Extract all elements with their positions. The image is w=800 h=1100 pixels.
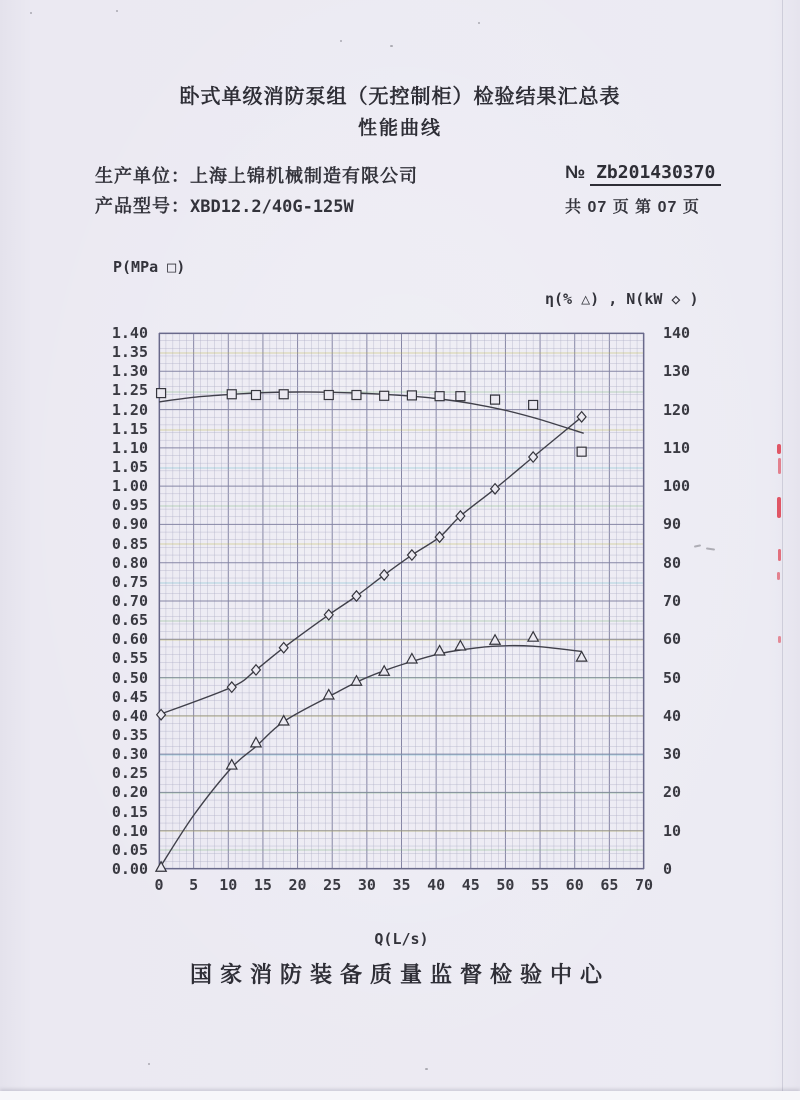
model-value: XBD12.2/40G-125W [190, 197, 354, 217]
red-ink-mark [777, 572, 780, 580]
right-axis-ticks [663, 324, 703, 878]
marker-diamond [380, 570, 389, 580]
left-axis-tick-label: 1.25 [111, 381, 148, 400]
manufacturer-label: 生产单位： [95, 166, 190, 186]
x-tick-label: 50 [496, 876, 515, 894]
curve-square [159, 392, 584, 433]
x-tick-label: 45 [461, 876, 480, 894]
page-title: 卧式单级消防泵组（无控制柜）检验结果汇总表 [179, 86, 621, 108]
x-tick-label: 30 [357, 876, 376, 894]
marker-square [456, 392, 465, 401]
left-axis-tick-label: 0.35 [111, 726, 148, 744]
left-axis-tick-label: 0.65 [111, 611, 148, 630]
left-axis-tick-label: 0.45 [111, 687, 148, 706]
x-axis-ticks [154, 876, 654, 896]
right-axis-tick-label: 0 [663, 860, 673, 878]
scan-speck [478, 22, 480, 24]
marker-square [352, 391, 361, 400]
right-axis-tick-label: 10 [663, 821, 682, 840]
left-axis-tick-label: 0.50 [111, 668, 148, 687]
serial-prefix: № [565, 162, 586, 182]
left-axis-tick-label: 0.55 [111, 649, 148, 668]
scan-speck [148, 1063, 150, 1065]
x-tick-label: 65 [600, 876, 619, 894]
scan-speck [340, 40, 342, 42]
left-axis-tick-label: 0.90 [111, 515, 148, 534]
x-tick-label: 55 [531, 876, 550, 894]
serial-number: Zb201430370 [590, 162, 721, 186]
left-axis-tick-label: 0.20 [111, 783, 148, 802]
scan-speck [425, 1068, 428, 1070]
right-axis-tick-label: 30 [663, 745, 682, 764]
marker-triangle [156, 862, 166, 872]
right-axis-tick-label: 20 [663, 783, 682, 802]
right-axis-tick-label: 100 [663, 477, 691, 496]
x-tick-label: 20 [288, 876, 307, 894]
marker-square [577, 447, 586, 456]
scan-speck [30, 12, 32, 14]
marker-square [407, 391, 416, 400]
pencil-mark [706, 547, 715, 550]
performance-chart [159, 333, 644, 869]
left-axis-ticks [98, 324, 148, 878]
marker-diamond [491, 484, 500, 494]
marker-square [227, 390, 236, 399]
marker-square [279, 390, 288, 399]
x-tick-label: 40 [427, 876, 446, 894]
red-ink-mark [777, 497, 781, 518]
left-axis-tick-label: 0.60 [111, 630, 148, 649]
left-axis-tick-label: 0.30 [111, 745, 148, 764]
x-tick-label: 10 [219, 876, 238, 894]
left-axis-tick-label: 0.40 [111, 706, 148, 725]
scan-speck [390, 45, 393, 47]
marker-square [491, 395, 500, 404]
right-axis-tick-label: 60 [663, 630, 682, 649]
red-ink-mark [777, 444, 781, 454]
marker-diamond [529, 452, 538, 462]
left-axis-tick-label: 1.40 [111, 324, 148, 342]
left-axis-tick-label: 0.10 [111, 821, 148, 840]
red-ink-mark [778, 549, 781, 561]
x-tick-label: 60 [565, 876, 584, 894]
x-tick-label: 35 [392, 876, 411, 894]
left-axis-tick-label: 0.00 [111, 860, 148, 878]
right-axis-tick-label: 120 [663, 400, 691, 419]
left-axis-tick-label: 1.30 [111, 362, 148, 381]
right-axis-tick-label: 110 [663, 438, 691, 457]
marker-triangle [576, 652, 586, 662]
right-axis-tick-label: 140 [663, 324, 691, 342]
curve-triangle [159, 646, 582, 869]
scan-speck [116, 10, 118, 12]
marker-triangle [528, 632, 538, 642]
manufacturer-value: 上海上锦机械制造有限公司 [190, 166, 418, 186]
left-axis-tick-label: 0.75 [111, 572, 148, 591]
right-axis-tick-label: 40 [663, 706, 682, 725]
left-axis-tick-label: 0.95 [111, 496, 148, 515]
left-axis-tick-label: 0.85 [111, 534, 148, 553]
manufacturer-row [95, 162, 418, 188]
x-tick-label: 0 [154, 876, 164, 894]
x-tick-label: 70 [634, 876, 654, 894]
x-axis-title: Q(L/s) [374, 930, 429, 948]
page-subtitle: 性能曲线 [357, 118, 442, 139]
x-tick-label: 25 [323, 876, 342, 894]
right-axis-tick-label: 70 [663, 592, 682, 610]
marker-square [324, 391, 333, 400]
model-label: 产品型号： [95, 196, 190, 216]
marker-diamond [157, 710, 166, 720]
marker-square [252, 391, 261, 400]
model-row [95, 192, 354, 218]
left-axis-tick-label: 1.20 [111, 400, 148, 419]
x-tick-label: 5 [189, 876, 199, 894]
marker-square [529, 400, 538, 409]
red-ink-mark [778, 636, 781, 643]
marker-diamond [279, 643, 288, 653]
right-axis-tick-label: 130 [663, 362, 691, 381]
marker-diamond [252, 665, 261, 675]
left-axis-tick-label: 0.05 [111, 840, 148, 859]
red-ink-mark [778, 458, 781, 474]
page-bottom-edge [0, 1091, 800, 1100]
left-axis-tick-label: 1.15 [111, 419, 148, 438]
left-axis-title: P(MPa □) [113, 258, 186, 276]
left-axis-tick-label: 0.70 [111, 592, 148, 610]
marker-square [380, 391, 389, 400]
page-edge-shadow [782, 0, 783, 1100]
right-axis-tick-label: 80 [663, 553, 682, 572]
marker-triangle [279, 716, 289, 726]
left-axis-tick-label: 1.35 [111, 343, 148, 362]
marker-diamond [407, 550, 416, 560]
pages-info: 共 07 页 第 07 页 [565, 199, 700, 216]
left-axis-tick-label: 0.80 [111, 553, 148, 572]
marker-diamond [352, 591, 361, 601]
marker-square [157, 389, 166, 398]
left-axis-tick-label: 0.15 [111, 802, 148, 821]
x-tick-label: 15 [253, 876, 272, 894]
right-axis-tick-label: 90 [663, 515, 682, 534]
marker-square [435, 392, 444, 401]
inspection-center-name: 国家消防装备质量监督检验中心 [189, 962, 610, 987]
marker-diamond [577, 412, 586, 422]
left-axis-tick-label: 0.25 [111, 764, 148, 783]
left-axis-tick-label: 1.00 [111, 477, 148, 496]
right-axis-title: η(% △) , N(kW ◇ ) [545, 290, 699, 308]
right-axis-tick-label: 50 [663, 668, 682, 687]
left-axis-tick-label: 1.10 [111, 438, 148, 457]
left-axis-tick-label: 1.05 [111, 458, 148, 476]
chart-canvas [159, 333, 644, 869]
serial-row [565, 162, 721, 183]
